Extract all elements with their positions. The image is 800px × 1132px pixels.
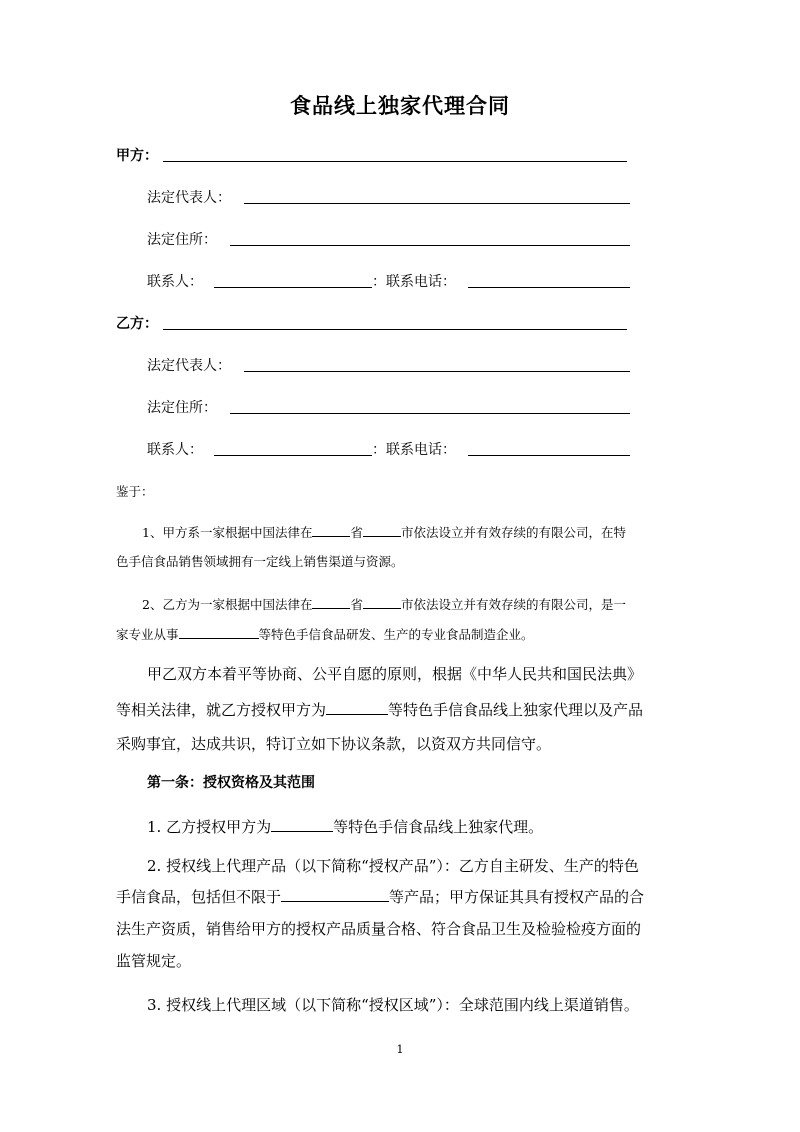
article-1-clause-2-line-2 (116, 886, 644, 907)
party-a-address-blank (230, 245, 630, 246)
recital-1-line-2: 色手信食品销售领域拥有一定线上销售渠道与资源。 (116, 554, 404, 569)
party-b-label: 乙方： (116, 316, 158, 332)
party-a-address-label: 法定住所： (147, 232, 217, 248)
article-1-clause-2-line-3: 法生产资质，销售给甲方的授权产品质量合格、符合食品卫生及检验检疫方面的 (116, 920, 642, 938)
recital-1-text-c: 市依法设立并有效存续的有限公司，在特 (400, 525, 626, 540)
party-a-legal-rep-label: 法定代表人： (147, 190, 231, 206)
preamble-line-2 (116, 699, 643, 720)
recital-1-province-blank (312, 535, 350, 537)
recital-1-text-a: 1、甲方系一家根据中国法律在 (142, 525, 313, 540)
party-b-phone-blank (468, 455, 630, 456)
page-number: 1 (396, 1043, 404, 1056)
recital-2-text-e: 等特色手信食品研发、生产的专业食品制造企业。 (258, 627, 534, 642)
party-b-phone-label: ：联系电话： (372, 442, 456, 458)
party-a-legal-rep-blank (244, 203, 630, 204)
party-b-address-blank (230, 413, 630, 414)
recital-2-province-blank (312, 607, 350, 609)
party-a-contact-blank (214, 287, 372, 288)
recital-2-text-a: 2、乙方为一家根据中国法律在 (142, 597, 313, 612)
clause-1-text-b: 等特色手信食品线上独家代理。 (333, 818, 544, 836)
party-b-contact-blank (214, 455, 372, 456)
party-b-legal-rep-blank (244, 371, 630, 372)
clause-2-text-b: 等产品；甲方保证其具有授权产品的合 (389, 888, 645, 906)
party-b-contact-label: 联系人： (147, 442, 203, 458)
preamble-text-b: 等特色手信食品线上独家代理以及产品 (388, 701, 644, 719)
article-1-clause-2-line-4: 监管规定。 (116, 952, 192, 970)
clause-1-product-blank (271, 830, 333, 832)
party-b-blank (163, 329, 627, 330)
article-1-clause-1 (147, 816, 543, 837)
party-a-blank (163, 161, 627, 162)
clause-2-products-blank (281, 900, 389, 902)
party-b-legal-rep-label: 法定代表人： (147, 358, 231, 374)
article-1-clause-3: 3. 授权线上代理区域（以下简称“授权区域”）：全球范围内线上渠道销售。 (147, 996, 639, 1014)
preamble-line-1: 甲乙双方本着平等协商、公平自愿的原则，根据《中华人民共和国民法典》 (147, 665, 643, 683)
clause-2-text-a: 手信食品，包括但不限于 (116, 888, 282, 906)
preamble-line-3: 采购事宜，达成共识，特订立如下协议条款，以资双方共同信守。 (116, 735, 552, 753)
article-1-clause-2-line-1: 2. 授权线上代理产品（以下简称“授权产品”）：乙方自主研发、生产的特色 (147, 857, 639, 875)
recital-2-text-b: 省 (350, 597, 363, 612)
party-a-phone-label: ：联系电话： (372, 274, 456, 290)
recital-1-text-b: 省 (350, 525, 363, 540)
article-1-heading: 第一条：授权资格及其范围 (147, 775, 315, 791)
preamble-text-a: 等相关法律，就乙方授权甲方为 (116, 701, 327, 719)
party-a-contact-label: 联系人： (147, 274, 203, 290)
recital-1-line-1 (142, 523, 626, 541)
recital-2-field-blank (179, 637, 259, 639)
recital-2-line-2 (116, 625, 534, 643)
whereas-label: 鉴于： (116, 484, 154, 499)
recital-2-line-1 (142, 595, 626, 613)
party-a-label: 甲方： (116, 148, 158, 164)
preamble-product-blank (326, 713, 388, 715)
recital-2-text-c: 市依法设立并有效存续的有限公司，是一 (400, 597, 626, 612)
recital-1-city-blank (363, 535, 401, 537)
recital-2-text-d: 家专业从事 (116, 627, 179, 642)
party-b-address-label: 法定住所： (147, 400, 217, 416)
clause-1-text-a: 1. 乙方授权甲方为 (147, 818, 272, 836)
recital-2-city-blank (363, 607, 401, 609)
document-title: 食品线上独家代理合同 (290, 94, 510, 118)
party-a-phone-blank (468, 287, 630, 288)
